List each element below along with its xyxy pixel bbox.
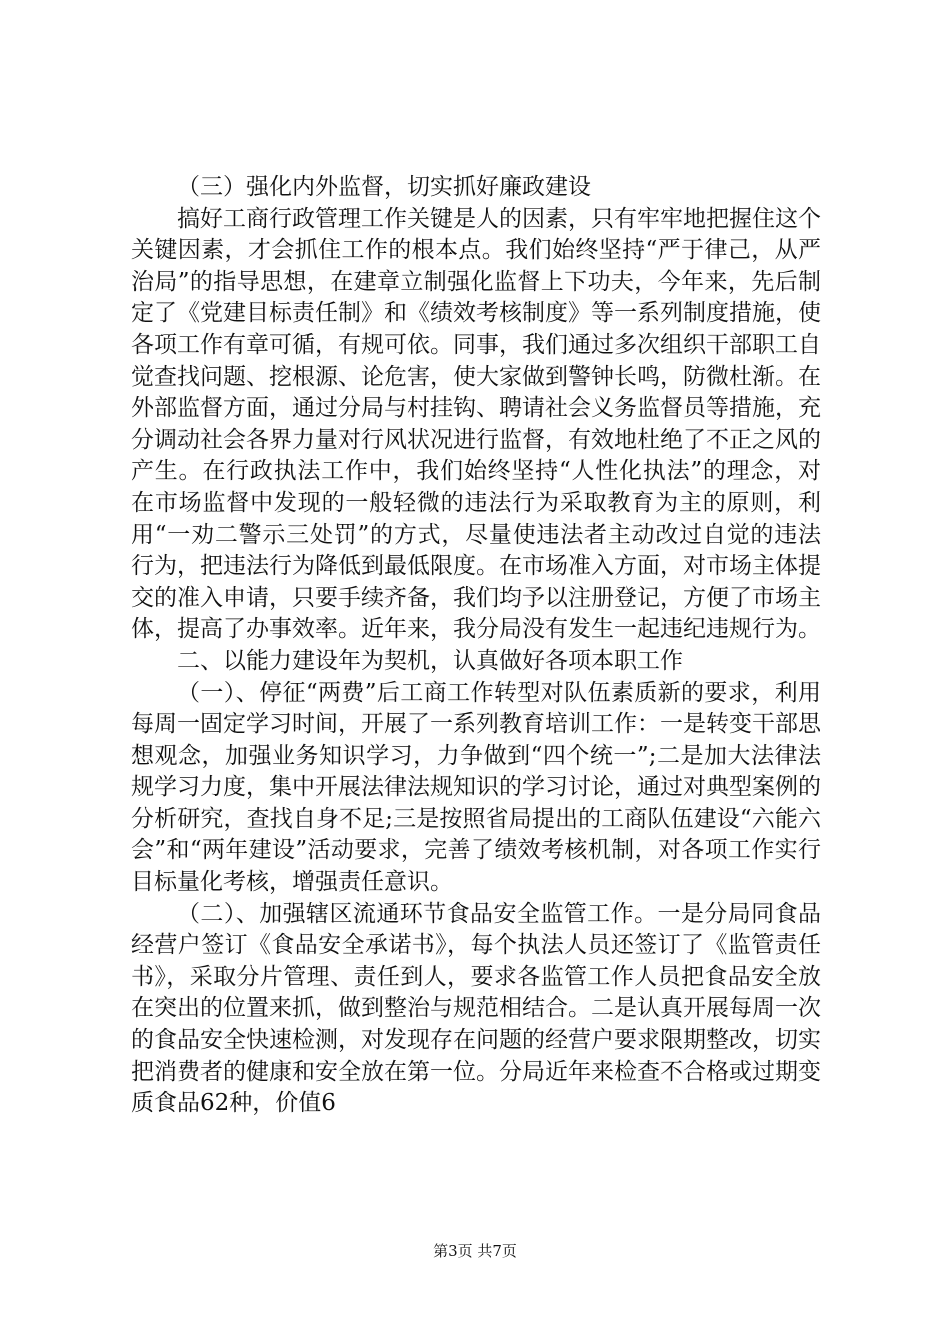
paragraph-training: （一）、停征“两费”后工商工作转型对队伍素质新的要求，利用每周一固定学习时间，开展了一系列教育培训工作：一是转变干部思想观念，加强业务知识学习，力争做到“四个统一”;二是加大法律法规学习力度，集中开展法律法规知识的学习讨论，通过对典型案例的分析研究，查找自身不足;三是按照省局提出的工商队伍建设“六能六会”和“两年建设”活动要求，完善了绩效考核机制，对各项工作实行目标量化考核，增强责任意识。 [131,679,821,896]
section-heading-2: 二、以能力建设年为契机，认真做好各项本职工作 [177,647,683,674]
document-body [131,172,821,1120]
section-heading-3: （三）强化内外监督，切实抓好廉政建设 [177,174,591,200]
paragraph-supervision: 搞好工商行政管理工作关键是人的因素，只有牢牢地把握住这个关键因素，才会抓住工作的根本点。我们始终坚持“严于律己，从严治局”的指导思想，在建章立制强化监督上下功夫，今年来，先后制定了《党建目标责任制》和《绩效考核制度》等一系列制度措施，使各项工作有章可循，有规可依。同事，我们通过多次组织干部职工自觉查找问题、挖根源、论危害，使大家做到警钟长鸣，防微杜渐。在外部监督方面，通过分局与村挂钩、聘请社会义务监督员等措施，充分调动社会各界力量对行风状况进行监督，有效地杜绝了不正之风的产生。在行政执法工作中，我们始终坚持“人性化执法”的理念，对在市场监督中发现的一般轻微的违法行为采取教育为主的原则，利用“一劝二警示三处罚”的方式，尽量使违法者主动改过自觉的违法行为，把违法行为降低到最低限度。在市场准入方面，对市场主体提交的准入申请，只要手续齐备，我们均予以注册登记，方便了市场主体，提高了办事效率。近年来，我分局没有发生一起违纪违规行为。 [131,205,821,643]
page-footer: 第3页 共7页 [433,1242,517,1260]
paragraph-food-safety: （二）、加强辖区流通环节食品安全监管工作。一是分局同食品经营户签订《食品安全承诺书》，每个执法人员还签订了《监管责任书》，采取分片管理、责任到人，要求各监管工作人员把食品安全放在突出的位置来抓，做到整治与规范相结合。二是认真开展每周一次的食品安全快速检测，对发现存在问题的经营户要求限期整改，切实把消费者的健康和安全放在第一位。分局近年来检查不合格或过期变质食品62种，价值6 [131,900,821,1117]
